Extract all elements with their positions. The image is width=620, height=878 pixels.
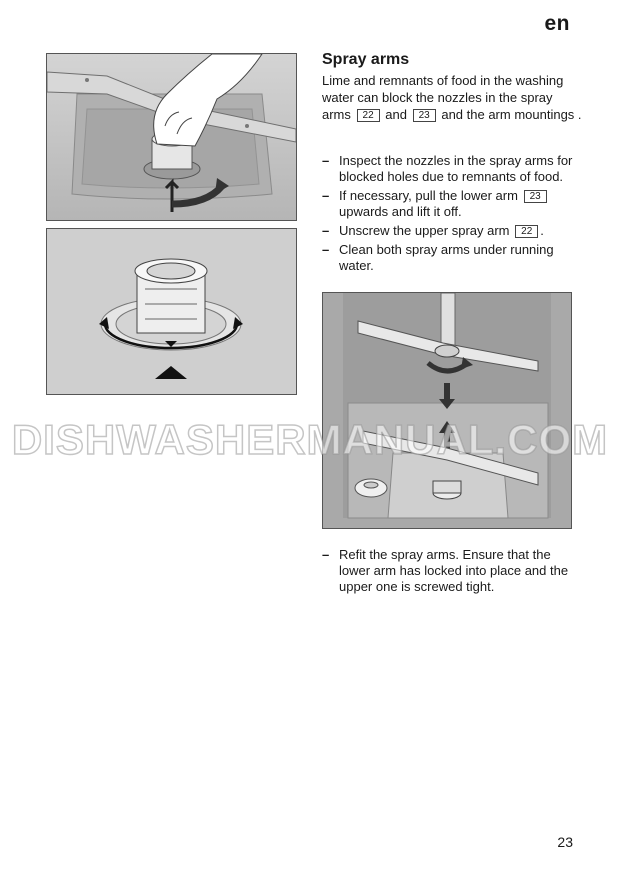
watermark-text: DISHWASHERMANUAL.COM [11, 416, 609, 463]
intro-text-1: Lime and remnants of food in the washing water can block the nozzles in the spray arms [322, 73, 564, 122]
dash-bullet: – [322, 242, 330, 257]
step-item [322, 188, 582, 220]
step-text: If necessary, pull the lower arm [339, 188, 518, 203]
intro-text-2: and [385, 107, 407, 122]
figure-spray-arms-removal [322, 292, 572, 529]
ref-box-23: 23 [413, 109, 436, 122]
step-text: Unscrew the upper spray arm [339, 223, 510, 238]
ref-box-22: 22 [357, 109, 380, 122]
figure-filter-detail [46, 228, 297, 395]
step-item [322, 547, 584, 595]
intro-text-3: and the arm mountings . [441, 107, 582, 122]
figure-hand-unscrewing [46, 53, 297, 221]
step-item [322, 242, 582, 274]
step-text: upwards and lift it off. [339, 204, 462, 219]
step-item [322, 153, 582, 185]
dash-bullet: – [322, 153, 330, 168]
section-title: Spray arms [322, 51, 410, 68]
step-text: Clean both spray arms under running water. [339, 242, 554, 273]
step-text: Refit the spray arms. Ensure that the lower arm has locked into place and the upper one is screwed tight. [339, 547, 569, 594]
page-number: 23 [557, 834, 573, 850]
language-tag: en [544, 12, 570, 35]
final-step [322, 547, 584, 598]
step-text: Inspect the nozzles in the spray arms for blocked holes due to remnants of food. [339, 153, 573, 184]
intro-paragraph [322, 72, 582, 123]
ref-box-22: 22 [515, 225, 538, 238]
dash-bullet: – [322, 547, 330, 562]
ref-box-23: 23 [524, 190, 547, 203]
dash-bullet: – [322, 188, 330, 203]
step-item [322, 223, 582, 239]
steps-list [322, 153, 582, 277]
step-text: . [540, 223, 544, 238]
dash-bullet: – [322, 223, 330, 238]
